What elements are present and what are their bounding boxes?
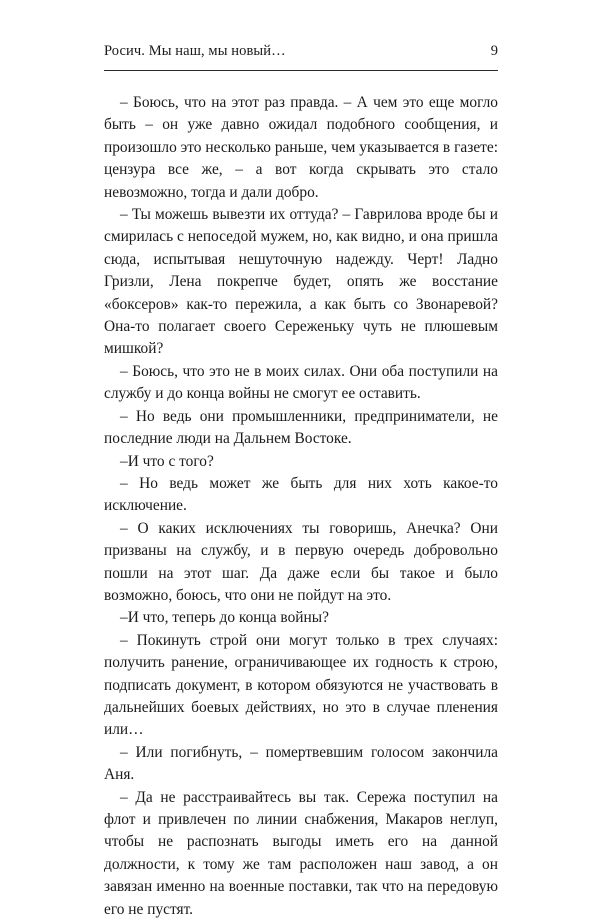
paragraph: –И что, теперь до конца войны? [120,609,329,627]
paragraph: –И что с того? [120,452,214,470]
running-head [104,41,498,61]
paragraph: – Ты можешь вывезти их оттуда? – Гаврилова вроде бы и смирилась с непоседой мужем, но, как видно, и она пришла сюда, испытывая нешуточную надежду. Черт! Ладно Гризли, Лена покрепче будет, опять же восстание «боксеров» как-то пережила, а как быть со Звонаревой? Она-то полагает своего Сереженьку чуть не плюшевым мишкой? [104,206,498,358]
paragraph: – Или погибнуть, – помертвевшим голосом закончила Аня. [104,743,498,784]
paragraph: – Боюсь, что это не в моих силах. Они оба поступили на службу и до конца войны не смогут ее оставить. [104,362,498,403]
paragraph: – Да не расстраивайтесь вы так. Сережа поступил на флот и привлечен по линии снабжения, Макаров неглуп, чтобы не распознать выгоды иметь его на данной должности, к тому же там расположен наш завод, а он завязан именно на военные поставки, так что на передовую его не пустят. [104,788,498,918]
header-rule [104,70,498,71]
paragraph: – Но ведь они промышленники, предприниматели, не последние люди на Дальнем Востоке. [104,407,498,448]
paragraph: – О каких исключениях ты говоришь, Анечка? Они призваны на службу, и в первую очередь добровольно пошли на этот шаг. Да даже если бы такое и было возможно, боюсь, что они не пойдут на это. [104,519,498,604]
paragraph: – Покинуть строй они могут только в трех случаях: получить ранение, ограничивающее их годность к строю, подписать документ, в котором обязуются не участвовать в дальнейших боевых действиях, но это в случае пленения или… [104,631,498,739]
paragraph: – Но ведь может же быть для них хоть какое-то исключение. [104,474,498,515]
page-number: 9 [490,43,498,59]
paragraph: – Боюсь, что на этот раз правда. – А чем это еще могло быть – он уже давно ожидал подобного сообщения, и произошло это несколько раньше, чем указывается в газете: цензура все же, – а вот когда скрывать это стало невозможно, тогда и дали добро. [104,94,498,201]
body-text [104,92,498,921]
running-title: Росич. Мы наш, мы новый… [104,43,286,59]
